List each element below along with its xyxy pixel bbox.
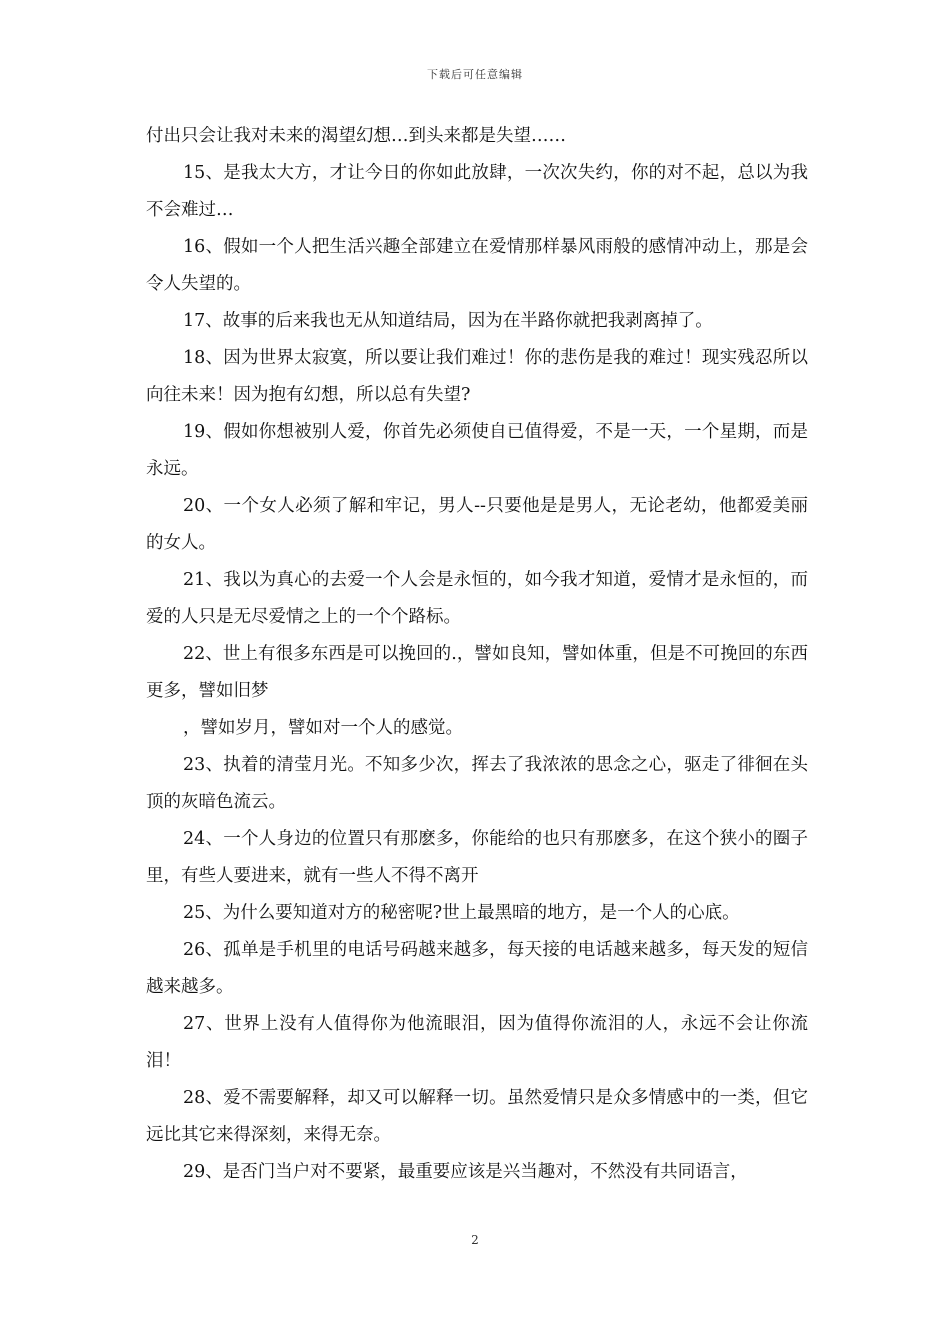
document-body	[146, 118, 808, 1191]
paragraph-item-22-continued: ，譬如岁月，譬如对一个人的感觉。	[183, 718, 463, 738]
paragraph-item-25: 25、为什么要知道对方的秘密呢?世上最黑暗的地方，是一个人的心底。	[183, 903, 740, 923]
paragraph-item-22: 22、世上有很多东西是可以挽回的.，譬如良知，譬如体重，但是不可挽回的东西更多，譬如旧梦	[146, 644, 808, 701]
paragraph-item-23: 23、执着的清莹月光。不知多少次，挥去了我浓浓的思念之心，驱走了徘徊在头顶的灰暗色流云。	[146, 755, 808, 812]
paragraph-item-29: 29、是否门当户对不要紧，最重要应该是兴当趣对，不然没有共同语言，	[183, 1162, 748, 1182]
paragraph-item-20: 20、一个女人必须了解和牢记，男人--只要他是是男人，无论老幼，他都爱美丽的女人。	[146, 496, 808, 553]
paragraph-item-24: 24、一个人身边的位置只有那麽多，你能给的也只有那麽多，在这个狭小的圈子里，有些人要进来，就有一些人不得不离开	[146, 829, 808, 886]
page-number: 2	[471, 1233, 479, 1247]
paragraph-item-17: 17、故事的后来我也无从知道结局，因为在半路你就把我剥离掉了。	[183, 311, 713, 331]
paragraph-item-19: 19、假如你想被别人爱，你首先必须使自已值得爱，不是一天，一个星期，而是永远。	[146, 422, 808, 479]
paragraph-item-16: 16、假如一个人把生活兴趣全部建立在爱情那样暴风雨般的感情冲动上，那是会令人失望的。	[146, 237, 808, 294]
paragraph-item-15: 15、是我太大方，才让今日的你如此放肆，一次次失约，你的对不起，总以为我不会难过…	[146, 163, 808, 220]
paragraph-item-21: 21、我以为真心的去爱一个人会是永恒的，如今我才知道，爱情才是永恒的，而爱的人只是无尽爱情之上的一个个路标。	[146, 570, 808, 627]
paragraph-continuation: 付出只会让我对未来的渴望幻想…到头来都是失望……	[146, 126, 566, 146]
paragraph-item-28: 28、爱不需要解释，却又可以解释一切。虽然爱情只是众多情感中的一类，但它远比其它来得深刻，来得无奈。	[146, 1088, 808, 1145]
paragraph-item-18: 18、因为世界太寂寞，所以要让我们难过！你的悲伤是我的难过！现实残忍所以向往未来！因为抱有幻想，所以总有失望?	[146, 348, 808, 405]
paragraph-item-26: 26、孤单是手机里的电话号码越来越多，每天接的电话越来越多，每天发的短信越来越多。	[146, 940, 808, 997]
page-header: 下载后可任意编辑	[427, 68, 523, 81]
paragraph-item-27: 27、世界上没有人值得你为他流眼泪，因为值得你流泪的人，永远不会让你流泪！	[146, 1014, 808, 1071]
